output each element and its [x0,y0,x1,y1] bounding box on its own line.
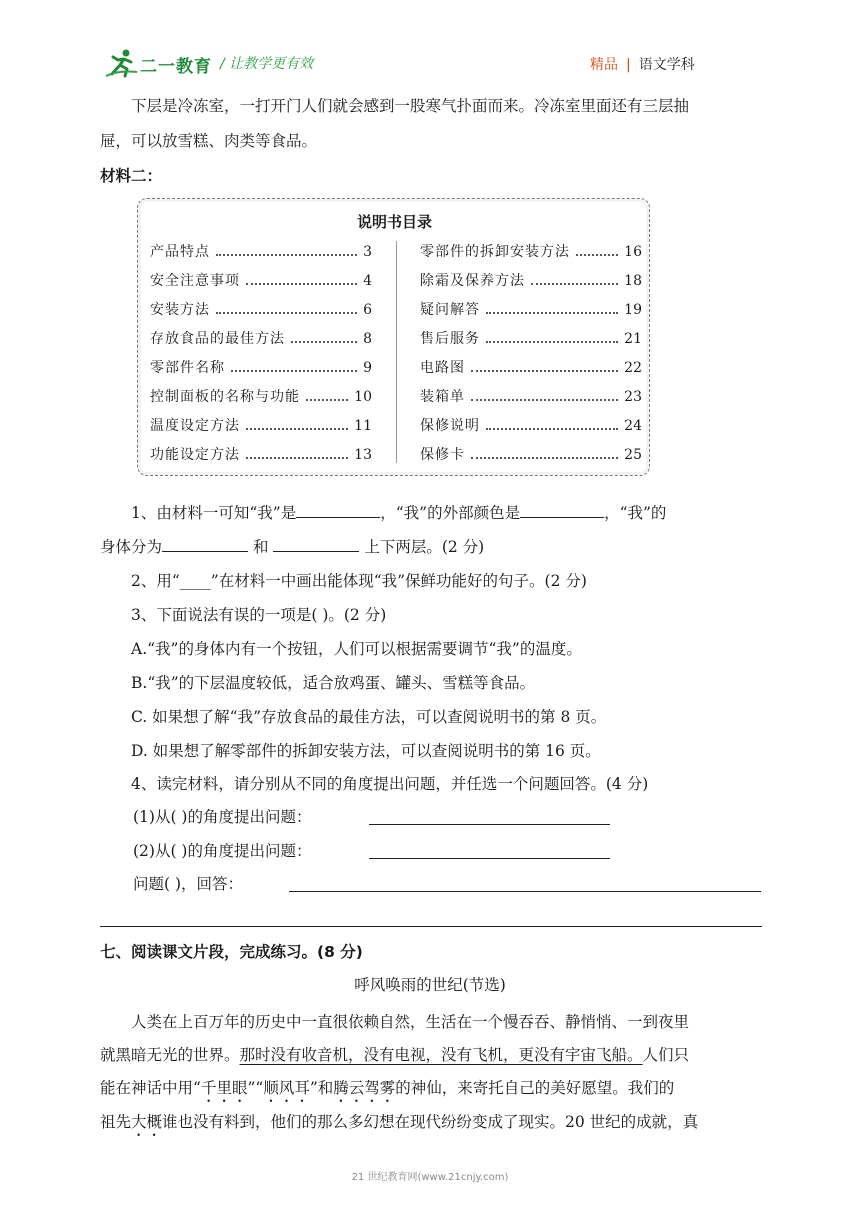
brand-slogan: / 让教学更有效 [220,56,314,72]
catalog-entry: 安全注意事项 4 [150,273,372,289]
option-a: A.“我”的身体内有一个按钮，人们可以根据需要调节“我”的温度。 [131,640,582,658]
catalog-entry: 疑问解答 19 [420,302,642,318]
passage-body: 人类在上百万年的历史中一直很依赖自然，生活在一个慢吞吞、静悄悄、一到夜里 就黑暗无光的世界。那时没有收音机，没有电视，没有飞机，更没有宇宙飞船。人们只 能在神话中用“千里眼”“顺风耳”和腾云驾雾的神仙，来寄托自己的美好愿望。我们的 祖先大概谁也没有料到，他们的那么多幻想在现代纷纷变成了现实。20 世纪的成就，真 [100,1013,699,1131]
question-4: 4、读完材料，请分别从不同的角度提出问题，并任选一个问题回答。(4 分) [131,775,649,793]
catalog-entry: 控制面板的名称与功能 10 [150,389,372,405]
question-4-2: (2)从( )的角度提出问题： [133,842,312,860]
brand-name: 二一教育 [140,57,212,77]
option-c: C. 如果想了解“我”存放食品的最佳方法，可以查阅说明书的第 8 页。 [131,708,607,726]
answer-line[interactable] [369,824,610,825]
option-b: B.“我”的下层温度较低，适合放鸡蛋、罐头、雪糕等食品。 [131,674,536,692]
answer-blank[interactable] [296,503,380,518]
answer-line[interactable] [289,891,761,892]
question-4-1: (1)从( )的角度提出问题： [133,808,312,826]
catalog-entry: 安装方法 6 [150,302,372,318]
catalog-divider [396,241,397,463]
runner-logo-icon [104,48,138,78]
manual-catalog [137,198,650,476]
answer-line[interactable] [369,858,610,859]
question-4-3: 问题( )，回答： [133,875,244,893]
section-7-heading: 七、阅读课文片段，完成练习。(8 分) [100,943,363,961]
answer-blank[interactable] [162,537,248,552]
passage-title: 呼风唤雨的世纪(节选) [354,976,506,994]
subject-label: 语文学科 [638,57,695,73]
catalog-entry: 保修卡 25 [420,447,642,463]
page-footer: 21 世纪教育网(www.21cnjy.com) [351,1172,509,1183]
catalog-title: 说明书目录 [356,213,432,231]
section-divider [100,926,762,927]
catalog-entry: 产品特点 3 [150,244,372,260]
catalog-entry: 零部件的拆卸安装方法 16 [420,244,642,260]
question-3: 3、下面说法有误的一项是( )。(2 分) [131,606,387,624]
catalog-entry: 存放食品的最佳方法 8 [150,331,372,347]
catalog-entry: 电路图 22 [420,360,642,376]
option-d: D. 如果想了解零部件的拆卸安装方法，可以查阅说明书的第 16 页。 [131,742,601,760]
catalog-entry: 功能设定方法 13 [150,447,372,463]
intro-line-1: 下层是冷冻室，一打开门人们就会感到一股寒气扑面而来。冷冻室里面还有三层抽 [131,97,690,115]
answer-blank[interactable] [520,503,604,518]
header-right [590,54,695,74]
catalog-entry: 零部件名称 9 [150,360,372,376]
catalog-entry: 售后服务 21 [420,331,642,347]
badge-quality: 精品 [590,57,618,73]
catalog-entry: 装箱单 23 [420,389,642,405]
underlined-sentence: 那时没有收音机，没有电视，没有飞机，更没有宇宙飞船。 [239,1046,643,1064]
intro-line-2: 屉，可以放雪糕、肉类等食品。 [100,132,318,150]
answer-blank[interactable] [273,537,359,552]
question-1-line-1: 1、由材料一可知“我”是 ，“我”的外部颜色是 ，“我”的 [131,504,667,522]
question-2: 2、用“____”在材料一中画出能体现“我”保鲜功能好的句子。(2 分) [131,572,587,590]
material-2-label: 材料二： [100,167,163,185]
header-separator: | [626,57,631,73]
question-1-line-2: 身体分为 和 上下两层。(2 分) [100,538,485,556]
catalog-entry: 温度设定方法 11 [150,418,372,434]
catalog-entry: 保修说明 24 [420,418,642,434]
catalog-entry: 除霜及保养方法 18 [420,273,642,289]
